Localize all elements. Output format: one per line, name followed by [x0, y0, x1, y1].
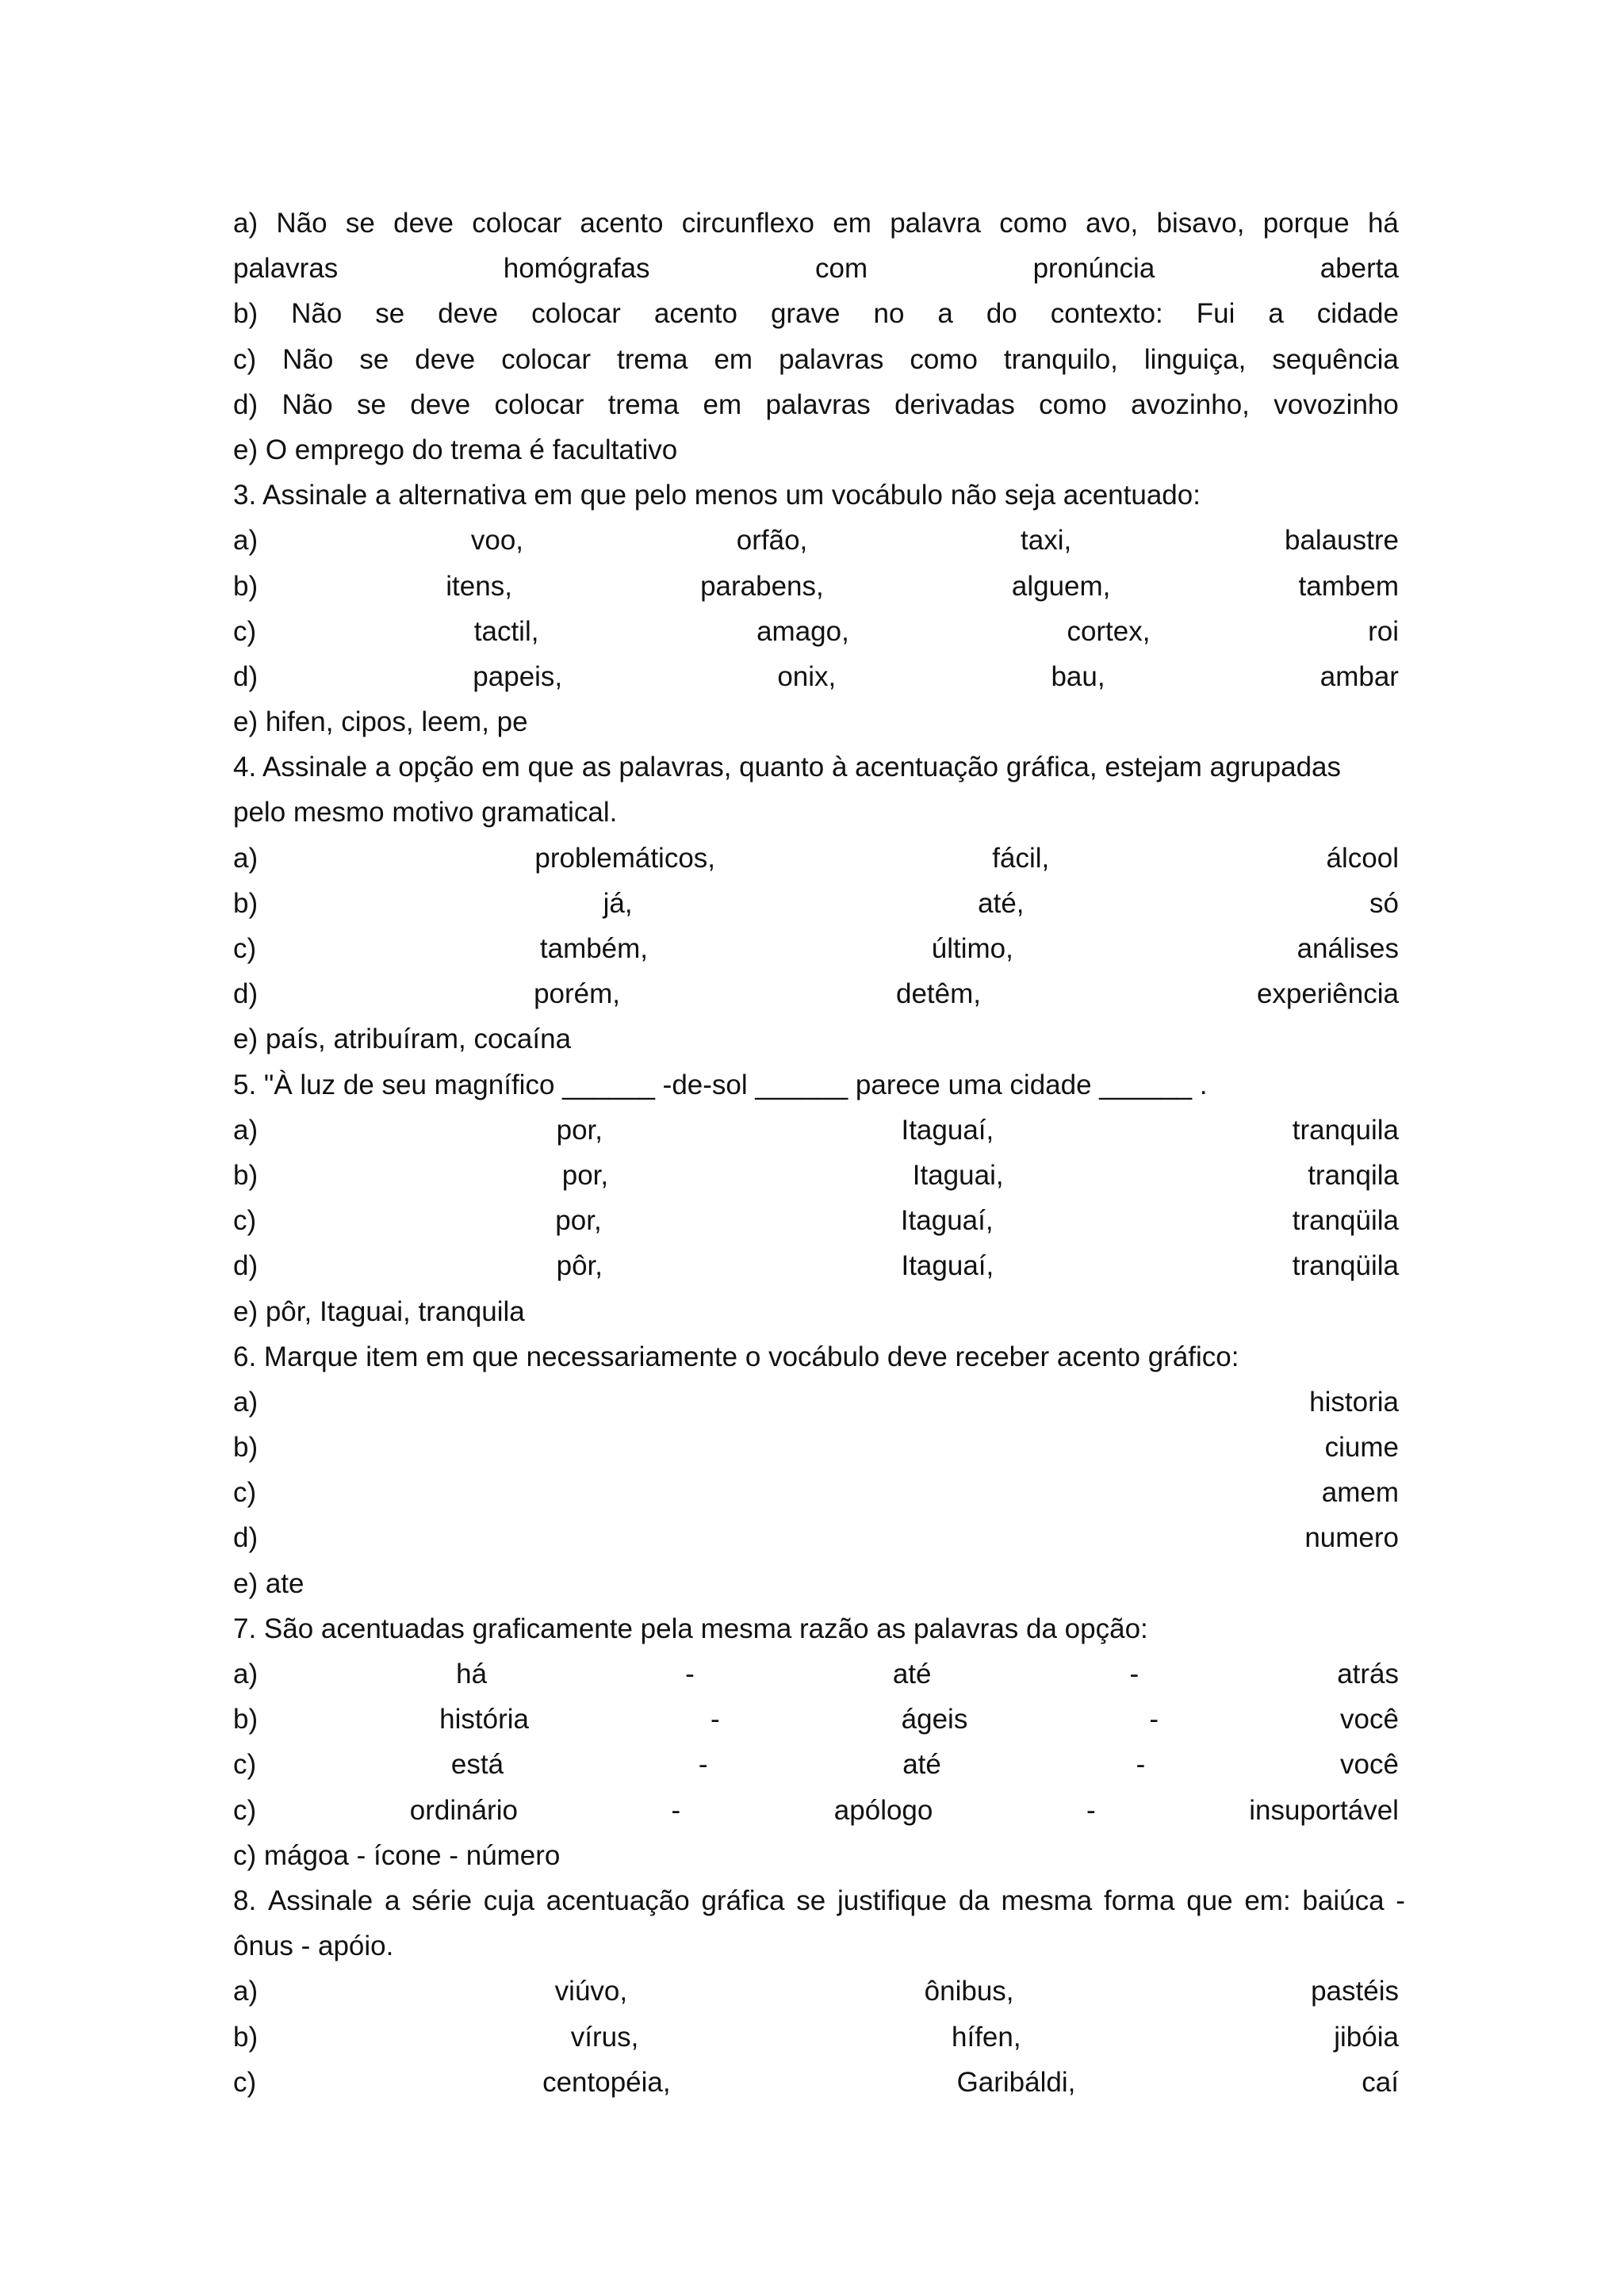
word: Itaguaí,: [900, 1205, 994, 1237]
word: justifique: [837, 1885, 948, 1916]
text-line-l14: pelo mesmo motivo gramatical.: [233, 797, 618, 828]
word: -: [710, 1704, 720, 1735]
word: sequência: [1272, 343, 1399, 375]
word: já,: [603, 887, 633, 919]
word: Fui: [1196, 298, 1235, 330]
word: acento: [580, 208, 664, 239]
word: fácil,: [992, 842, 1050, 874]
word: papeis,: [473, 660, 563, 692]
text-line-l34: [233, 1701, 1399, 1746]
word: taxi,: [1021, 525, 1072, 557]
word: -: [698, 1749, 708, 1781]
question-text-block: [233, 205, 1405, 2109]
word: baiúca: [1302, 1885, 1385, 1916]
word: b): [233, 2021, 259, 2053]
word: se: [357, 388, 386, 420]
word: gráfica: [701, 1885, 785, 1916]
word: c): [233, 1749, 257, 1781]
word: trema: [617, 343, 688, 375]
text-line-l32: 7. São acentuadas graficamente pela mesma razão as palavras da opção:: [233, 1613, 1148, 1644]
word: você: [1340, 1749, 1399, 1781]
text-line-l35: [233, 1746, 1399, 1791]
text-line-l11: [233, 658, 1399, 703]
text-line-l19: e) país, atribuíram, cocaína: [233, 1024, 572, 1055]
word: como: [910, 343, 978, 375]
word: vovozinho: [1274, 388, 1399, 420]
word: pastéis: [1311, 1976, 1399, 2007]
word: viúvo,: [554, 1976, 628, 2007]
word: parabens,: [700, 570, 824, 602]
word: Não: [291, 298, 343, 330]
text-line-l03: [233, 295, 1399, 340]
word: a): [233, 1386, 259, 1418]
word: b): [233, 1432, 259, 1464]
text-line-l33: [233, 1655, 1399, 1701]
text-line-l25: e) pôr, Itaguai, tranquila: [233, 1295, 525, 1327]
word: a: [384, 1885, 400, 1916]
word: deve: [415, 343, 476, 375]
word: balaustre: [1284, 525, 1399, 557]
word: numero: [1304, 1522, 1399, 1554]
word: trema: [607, 388, 680, 420]
word: só: [1369, 887, 1399, 919]
word: -: [1136, 1749, 1146, 1781]
word: você: [1340, 1704, 1399, 1735]
word: em: [714, 343, 753, 375]
word: vírus,: [570, 2021, 639, 2053]
word: tranqila: [1308, 1159, 1399, 1191]
word: colocar: [501, 343, 592, 375]
word: palavras: [779, 343, 884, 375]
word: a: [1268, 298, 1284, 330]
text-line-l05: [233, 386, 1399, 431]
word: está: [450, 1749, 504, 1781]
word: ônibus,: [924, 1976, 1014, 2007]
word: tambem: [1298, 570, 1399, 602]
word: a): [233, 842, 259, 874]
word: b): [233, 570, 259, 602]
word: b): [233, 1704, 259, 1735]
text-line-l13: 4. Assinale a opção em que as palavras, quanto à acentuação gráfica, estejam agrupadas: [233, 752, 1342, 783]
text-line-l02: [233, 250, 1399, 295]
text-line-l22: [233, 1157, 1399, 1202]
word: c): [233, 1205, 257, 1237]
word: álcool: [1326, 842, 1399, 874]
word: derivadas: [894, 388, 1015, 420]
text-line-l37: c) mágoa - ícone - número: [233, 1839, 561, 1871]
word: orfão,: [736, 525, 808, 557]
word: pôr,: [556, 1250, 603, 1282]
text-line-l23: [233, 1202, 1399, 1247]
word: palavras: [765, 388, 871, 420]
word: c): [233, 1477, 257, 1509]
word: até: [892, 1659, 932, 1689]
word: a): [233, 1114, 259, 1146]
word: b): [233, 887, 259, 919]
word: Assinale: [267, 1885, 373, 1916]
text-line-l42: [233, 2064, 1399, 2109]
word: como: [999, 208, 1067, 239]
word: onix,: [777, 660, 837, 692]
text-line-l31: e) ate: [233, 1567, 304, 1599]
word: colocar: [494, 388, 584, 420]
word: história: [439, 1704, 529, 1735]
word: atrás: [1337, 1659, 1399, 1689]
word: da: [958, 1885, 990, 1916]
word: problemáticos,: [534, 842, 716, 874]
word: bisavo,: [1156, 208, 1245, 239]
word: tranquila: [1292, 1114, 1399, 1146]
text-line-l06: e) O emprego do trema é facultativo: [233, 434, 678, 465]
word: c): [233, 933, 257, 964]
word: se: [345, 208, 375, 239]
word: por,: [555, 1205, 602, 1237]
word: ambar: [1320, 660, 1399, 692]
word: a): [233, 525, 259, 557]
word: contexto:: [1050, 298, 1163, 330]
word: em:: [1244, 1885, 1291, 1916]
word: hífen,: [952, 2021, 1021, 2053]
word: avo,: [1086, 208, 1139, 239]
text-line-l38: [233, 1882, 1405, 1927]
word: palavra: [890, 208, 981, 239]
word: Garibáldi,: [956, 2066, 1076, 2098]
word: se: [375, 298, 405, 330]
word: Não: [276, 208, 327, 239]
word: ordinário: [409, 1794, 518, 1826]
word: cidade: [1316, 298, 1399, 330]
text-line-l20: 5. "À luz de seu magnífico ______ -de-sol ______ parece uma cidade ______ .: [233, 1069, 1208, 1100]
word: acento: [653, 298, 737, 330]
word: roi: [1368, 615, 1399, 647]
word: deve: [438, 298, 499, 330]
word: em: [833, 208, 871, 239]
text-line-l16: [233, 885, 1399, 930]
word: até: [902, 1749, 941, 1781]
text-line-l10: [233, 613, 1399, 658]
word: voo,: [470, 525, 524, 557]
word: circunflexo: [681, 208, 815, 239]
word: pronúncia: [1032, 253, 1155, 285]
word: colocar: [531, 298, 621, 330]
word: ágeis: [901, 1704, 968, 1735]
word: linguiça,: [1143, 343, 1247, 375]
word: avozinho,: [1131, 388, 1250, 420]
word: historia: [1309, 1386, 1399, 1418]
word: colocar: [472, 208, 562, 239]
text-line-l18: [233, 975, 1399, 1020]
word: até,: [978, 887, 1025, 919]
word: ciume: [1324, 1432, 1399, 1464]
word: do: [986, 298, 1017, 330]
text-line-l30: [233, 1519, 1399, 1564]
word: a): [233, 1659, 259, 1689]
text-line-l15: [233, 840, 1399, 885]
word: Itaguai,: [912, 1159, 1004, 1191]
word: experiência: [1256, 978, 1399, 1010]
text-line-l29: [233, 1474, 1399, 1519]
word: tranquilo,: [1003, 343, 1118, 375]
word: a): [233, 208, 259, 239]
word: se: [359, 343, 389, 375]
text-line-l24: [233, 1247, 1399, 1292]
word: porém,: [534, 978, 621, 1010]
word: Não: [282, 388, 333, 420]
word: detêm,: [896, 978, 981, 1010]
text-line-l39: ônus - apóio.: [233, 1931, 394, 1962]
text-line-l12: e) hifen, cipos, leem, pe: [233, 706, 528, 738]
text-line-l41: [233, 2019, 1399, 2064]
text-line-l01: [233, 205, 1399, 250]
word: -: [685, 1659, 695, 1689]
word: c): [233, 343, 257, 375]
word: amago,: [756, 615, 849, 647]
word: b): [233, 298, 259, 330]
word: centopéia,: [542, 2066, 671, 2098]
word: apólogo: [833, 1794, 933, 1826]
word: por,: [561, 1159, 609, 1191]
word: tactil,: [473, 615, 539, 647]
text-line-l17: [233, 930, 1399, 975]
word: há: [1367, 208, 1399, 239]
word: a): [233, 1976, 259, 2007]
text-line-l40: [233, 1973, 1399, 2018]
word: d): [233, 978, 259, 1010]
word: insuportável: [1249, 1794, 1399, 1826]
text-line-l21: [233, 1112, 1399, 1157]
text-line-l09: [233, 568, 1399, 613]
text-line-l26: 6. Marque item em que necessariamente o vocábulo deve receber acento gráfico:: [233, 1341, 1239, 1372]
word: com: [815, 253, 868, 285]
word: deve: [410, 388, 471, 420]
word: amem: [1321, 1477, 1399, 1509]
word: palavras: [233, 253, 339, 285]
word: mesma: [1001, 1885, 1093, 1916]
word: cuja: [483, 1885, 534, 1916]
word: acentuação: [546, 1885, 690, 1916]
word: tranqüila: [1292, 1205, 1399, 1237]
word: 8.: [233, 1885, 257, 1916]
word: deve: [393, 208, 454, 239]
word: forma: [1103, 1885, 1175, 1916]
word: por,: [556, 1114, 603, 1146]
text-line-l27: [233, 1383, 1399, 1429]
word: se: [796, 1885, 826, 1916]
word: análises: [1297, 933, 1399, 964]
word: porque: [1262, 208, 1350, 239]
word: série: [412, 1885, 473, 1916]
word: itens,: [446, 570, 512, 602]
word: d): [233, 1250, 259, 1282]
word: c): [233, 1794, 257, 1826]
word: no: [873, 298, 905, 330]
text-line-l08: [233, 522, 1399, 567]
word: como: [1039, 388, 1107, 420]
word: -: [1396, 1885, 1405, 1916]
text-line-l28: [233, 1429, 1399, 1474]
word: cortex,: [1067, 615, 1151, 647]
word: Não: [282, 343, 334, 375]
word: -: [1129, 1659, 1139, 1689]
word: também,: [539, 933, 649, 964]
word: último,: [931, 933, 1013, 964]
word: tranqüila: [1292, 1250, 1399, 1282]
word: grave: [770, 298, 841, 330]
word: jibóia: [1334, 2021, 1399, 2053]
word: há: [456, 1659, 488, 1689]
word: -: [1149, 1704, 1159, 1735]
word: Itaguaí,: [901, 1114, 994, 1146]
word: a: [937, 298, 953, 330]
word: que: [1186, 1885, 1233, 1916]
word: c): [233, 2066, 257, 2098]
text-line-l36: [233, 1792, 1399, 1837]
word: em: [703, 388, 742, 420]
word: c): [233, 615, 257, 647]
word: Itaguaí,: [901, 1250, 994, 1282]
word: alguem,: [1011, 570, 1111, 602]
word: d): [233, 1522, 259, 1554]
text-line-l04: [233, 341, 1399, 386]
word: d): [233, 388, 259, 420]
word: b): [233, 1159, 259, 1191]
word: -: [671, 1794, 681, 1826]
word: -: [1086, 1794, 1096, 1826]
word: aberta: [1320, 253, 1399, 285]
word: d): [233, 660, 259, 692]
word: bau,: [1051, 660, 1105, 692]
word: caí: [1362, 2066, 1399, 2098]
word: homógrafas: [503, 253, 650, 285]
text-line-l07: 3. Assinale a alternativa em que pelo menos um vocábulo não seja acentuado:: [233, 480, 1201, 511]
